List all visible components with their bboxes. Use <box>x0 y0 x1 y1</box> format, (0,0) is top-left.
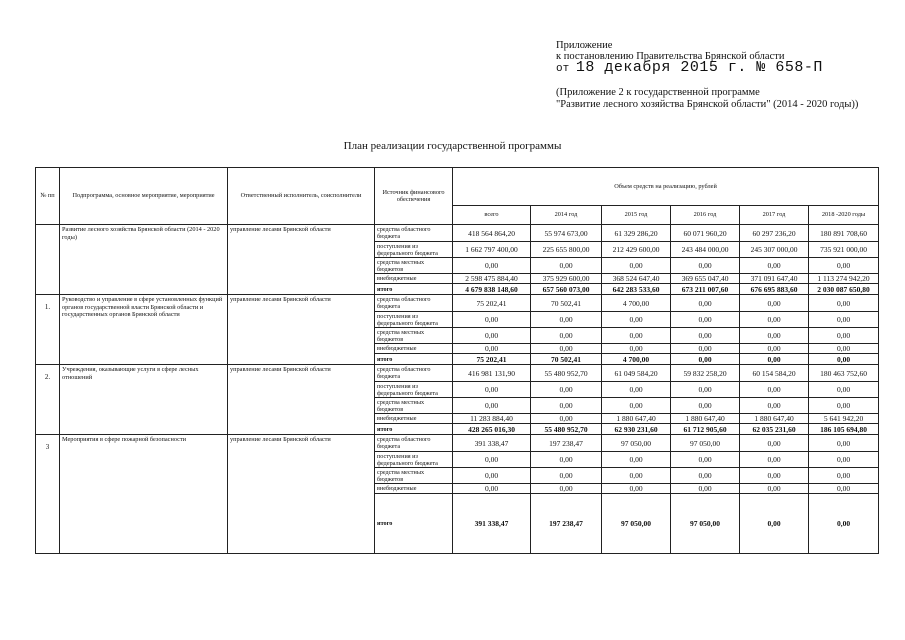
amount-cell: 0,00 <box>671 312 740 328</box>
amount-cell: 60 297 236,20 <box>740 225 809 242</box>
amount-cell: 369 655 047,40 <box>671 274 740 284</box>
amount-cell: 55 480 952,70 <box>531 424 602 435</box>
amount-cell: 0,00 <box>671 328 740 344</box>
funding-source: итого <box>375 284 453 295</box>
amount-cell: 0,00 <box>809 452 879 468</box>
amount-cell: 0,00 <box>671 484 740 494</box>
amount-cell: 0,00 <box>531 258 602 274</box>
measure-name: Руководство и управление в сфере установленных функций органов государственной власти Брянской области и государственных органов Брянской области <box>60 295 228 365</box>
amount-cell: 0,00 <box>531 382 602 398</box>
funding-source: итого <box>375 424 453 435</box>
amount-cell: 180 463 752,60 <box>809 365 879 382</box>
amount-cell: 180 891 708,60 <box>809 225 879 242</box>
amount-cell: 0,00 <box>453 312 531 328</box>
funding-source: средства местных бюджетов <box>375 328 453 344</box>
header-source: Источник финансового обеспечения <box>375 168 453 225</box>
plan-table <box>35 167 879 554</box>
amount-cell: 0,00 <box>602 344 671 354</box>
funding-source: поступления из федерального бюджета <box>375 242 453 258</box>
amount-cell: 0,00 <box>740 344 809 354</box>
amount-cell: 212 429 600,00 <box>602 242 671 258</box>
amount-cell: 97 050,00 <box>602 435 671 452</box>
amount-cell: 0,00 <box>740 484 809 494</box>
amount-cell: 0,00 <box>453 258 531 274</box>
funding-source: внебюджетные <box>375 344 453 354</box>
row-number <box>36 225 60 295</box>
amount-cell: 1 113 274 942,20 <box>809 274 879 284</box>
amount-cell: 735 921 000,00 <box>809 242 879 258</box>
amount-cell: 0,00 <box>740 258 809 274</box>
measure-name: Учреждения, оказывающие услуги в сфере лесных отношений <box>60 365 228 435</box>
amount-cell: 1 662 797 400,00 <box>453 242 531 258</box>
amount-cell: 1 880 647,40 <box>671 414 740 424</box>
amount-cell: 0,00 <box>671 354 740 365</box>
amount-cell: 0,00 <box>531 312 602 328</box>
header-volume: Объем средств на реализацию, рублей <box>453 168 879 206</box>
amount-cell: 0,00 <box>602 312 671 328</box>
amount-cell: 673 211 007,60 <box>671 284 740 295</box>
amount-cell: 0,00 <box>809 258 879 274</box>
amount-cell: 0,00 <box>809 398 879 414</box>
amount-cell: 55 480 952,70 <box>531 365 602 382</box>
amount-cell: 2 030 087 650,80 <box>809 284 879 295</box>
funding-source: средства местных бюджетов <box>375 468 453 484</box>
amount-cell: 62 930 231,60 <box>602 424 671 435</box>
amount-cell: 0,00 <box>453 344 531 354</box>
amount-cell: 391 338,47 <box>453 494 531 554</box>
amount-cell: 61 329 286,20 <box>602 225 671 242</box>
amount-cell: 0,00 <box>531 452 602 468</box>
funding-source: поступления из федерального бюджета <box>375 382 453 398</box>
amount-cell: 4 700,00 <box>602 354 671 365</box>
funding-source: средства местных бюджетов <box>375 398 453 414</box>
amount-cell: 0,00 <box>809 468 879 484</box>
amount-cell: 368 524 647,40 <box>602 274 671 284</box>
funding-source: внебюджетные <box>375 484 453 494</box>
amount-cell: 428 265 016,30 <box>453 424 531 435</box>
header-2017: 2017 год <box>740 206 809 225</box>
header-total: всего <box>453 206 531 225</box>
amount-cell: 0,00 <box>671 382 740 398</box>
amount-cell: 375 929 600,00 <box>531 274 602 284</box>
amount-cell: 391 338,47 <box>453 435 531 452</box>
amount-cell: 0,00 <box>602 468 671 484</box>
amount-cell: 4 700,00 <box>602 295 671 312</box>
executor: управление лесами Брянской области <box>228 225 375 295</box>
amount-cell: 197 238,47 <box>531 494 602 554</box>
program-note-line2: "Развитие лесного хозяйства Брянской области" (2014 - 2020 годы)) <box>556 99 859 110</box>
amount-cell: 97 050,00 <box>671 494 740 554</box>
header-no: № пп <box>36 168 60 225</box>
amount-cell: 0,00 <box>740 312 809 328</box>
amount-cell: 0,00 <box>740 435 809 452</box>
amount-cell: 371 091 647,40 <box>740 274 809 284</box>
amount-cell: 4 679 838 148,60 <box>453 284 531 295</box>
amount-cell: 55 974 673,00 <box>531 225 602 242</box>
funding-source: итого <box>375 354 453 365</box>
amount-cell: 243 484 000,00 <box>671 242 740 258</box>
table-row <box>36 435 879 452</box>
amount-cell: 0,00 <box>809 494 879 554</box>
amount-cell: 0,00 <box>453 452 531 468</box>
amount-cell: 676 695 883,60 <box>740 284 809 295</box>
amount-cell: 11 283 884,40 <box>453 414 531 424</box>
executor: управление лесами Брянской области <box>228 435 375 554</box>
decree-prefix: от <box>556 63 570 75</box>
table-header <box>36 168 879 225</box>
amount-cell: 0,00 <box>809 354 879 365</box>
header-2015: 2015 год <box>602 206 671 225</box>
amount-cell: 0,00 <box>740 382 809 398</box>
amount-cell: 0,00 <box>740 295 809 312</box>
amount-cell: 0,00 <box>740 494 809 554</box>
amount-cell: 0,00 <box>531 344 602 354</box>
amount-cell: 418 564 864,20 <box>453 225 531 242</box>
amount-cell: 0,00 <box>453 484 531 494</box>
amount-cell: 0,00 <box>809 328 879 344</box>
amount-cell: 0,00 <box>602 258 671 274</box>
amount-cell: 75 202,41 <box>453 354 531 365</box>
funding-source: внебюджетные <box>375 414 453 424</box>
amount-cell: 0,00 <box>809 344 879 354</box>
table-body <box>36 225 879 554</box>
decree-line <box>556 59 858 76</box>
row-number: 2. <box>36 365 60 435</box>
amount-cell: 60 154 584,20 <box>740 365 809 382</box>
decree-text: 18 декабря 2015 г. № 658-П <box>575 59 823 76</box>
amount-cell: 2 598 475 884,40 <box>453 274 531 284</box>
amount-cell: 0,00 <box>809 312 879 328</box>
amount-cell: 0,00 <box>809 435 879 452</box>
row-number: 3 <box>36 435 60 554</box>
header-name: Подпрограмма, основное мероприятие, мероприятие <box>60 168 228 225</box>
amount-cell: 0,00 <box>531 484 602 494</box>
amount-cell: 60 071 960,20 <box>671 225 740 242</box>
funding-source: средства областного бюджета <box>375 435 453 452</box>
amount-cell: 186 105 694,80 <box>809 424 879 435</box>
amount-cell: 1 880 647,40 <box>740 414 809 424</box>
amount-cell: 416 981 131,90 <box>453 365 531 382</box>
amount-cell: 0,00 <box>740 354 809 365</box>
amount-cell: 0,00 <box>602 484 671 494</box>
amount-cell: 245 307 000,00 <box>740 242 809 258</box>
amount-cell: 0,00 <box>809 382 879 398</box>
table-row <box>36 365 879 382</box>
funding-source: поступления из федерального бюджета <box>375 452 453 468</box>
measure-name: Мероприятия в сфере пожарной безопасности <box>60 435 228 554</box>
funding-source: средства областного бюджета <box>375 365 453 382</box>
amount-cell: 0,00 <box>453 328 531 344</box>
amount-cell: 0,00 <box>531 398 602 414</box>
amount-cell: 0,00 <box>740 328 809 344</box>
amount-cell: 0,00 <box>809 484 879 494</box>
funding-source: внебюджетные <box>375 274 453 284</box>
funding-source: итого <box>375 494 453 554</box>
amount-cell: 0,00 <box>453 468 531 484</box>
table-row <box>36 225 879 242</box>
amount-cell: 0,00 <box>531 328 602 344</box>
amount-cell: 0,00 <box>740 398 809 414</box>
amount-cell: 0,00 <box>453 382 531 398</box>
header-executor: Ответственный исполнитель, соисполнители <box>228 168 375 225</box>
amount-cell: 0,00 <box>602 398 671 414</box>
funding-source: средства областного бюджета <box>375 225 453 242</box>
amount-cell: 0,00 <box>602 382 671 398</box>
amount-cell: 0,00 <box>671 258 740 274</box>
funding-source: средства местных бюджетов <box>375 258 453 274</box>
header-2014: 2014 год <box>531 206 602 225</box>
amount-cell: 197 238,47 <box>531 435 602 452</box>
amount-cell: 0,00 <box>740 468 809 484</box>
amount-cell: 0,00 <box>531 414 602 424</box>
amount-cell: 657 560 073,00 <box>531 284 602 295</box>
amount-cell: 0,00 <box>671 452 740 468</box>
amount-cell: 0,00 <box>453 398 531 414</box>
amount-cell: 61 712 905,60 <box>671 424 740 435</box>
header-2016: 2016 год <box>671 206 740 225</box>
row-number: 1. <box>36 295 60 365</box>
header-2018-2020: 2018 -2020 годы <box>809 206 879 225</box>
page-title: План реализации государственной программы <box>343 140 562 152</box>
amount-cell: 0,00 <box>671 468 740 484</box>
amount-cell: 0,00 <box>531 468 602 484</box>
amount-cell: 1 880 647,40 <box>602 414 671 424</box>
header-line2: к постановлению Правительства Брянской области <box>556 51 785 62</box>
amount-cell: 97 050,00 <box>671 435 740 452</box>
amount-cell: 0,00 <box>671 344 740 354</box>
table-row <box>36 295 879 312</box>
amount-cell: 70 502,41 <box>531 354 602 365</box>
program-note <box>556 87 858 111</box>
document-header <box>556 40 858 111</box>
program-note-line1: (Приложение 2 к государственной программе <box>556 87 760 98</box>
amount-cell: 0,00 <box>671 295 740 312</box>
amount-cell: 70 502,41 <box>531 295 602 312</box>
amount-cell: 0,00 <box>671 398 740 414</box>
header-line1: Приложение <box>556 40 613 51</box>
funding-source: средства областного бюджета <box>375 295 453 312</box>
amount-cell: 59 832 258,20 <box>671 365 740 382</box>
amount-cell: 0,00 <box>740 452 809 468</box>
measure-name: Развитие лесного хозяйства Брянской области (2014 - 2020 годы) <box>60 225 228 295</box>
amount-cell: 225 655 800,00 <box>531 242 602 258</box>
amount-cell: 61 049 584,20 <box>602 365 671 382</box>
amount-cell: 97 050,00 <box>602 494 671 554</box>
executor: управление лесами Брянской области <box>228 295 375 365</box>
amount-cell: 0,00 <box>602 452 671 468</box>
executor: управление лесами Брянской области <box>228 365 375 435</box>
funding-source: поступления из федерального бюджета <box>375 312 453 328</box>
amount-cell: 642 283 533,60 <box>602 284 671 295</box>
amount-cell: 0,00 <box>809 295 879 312</box>
amount-cell: 62 035 231,60 <box>740 424 809 435</box>
amount-cell: 0,00 <box>602 328 671 344</box>
amount-cell: 75 202,41 <box>453 295 531 312</box>
amount-cell: 5 641 942,20 <box>809 414 879 424</box>
